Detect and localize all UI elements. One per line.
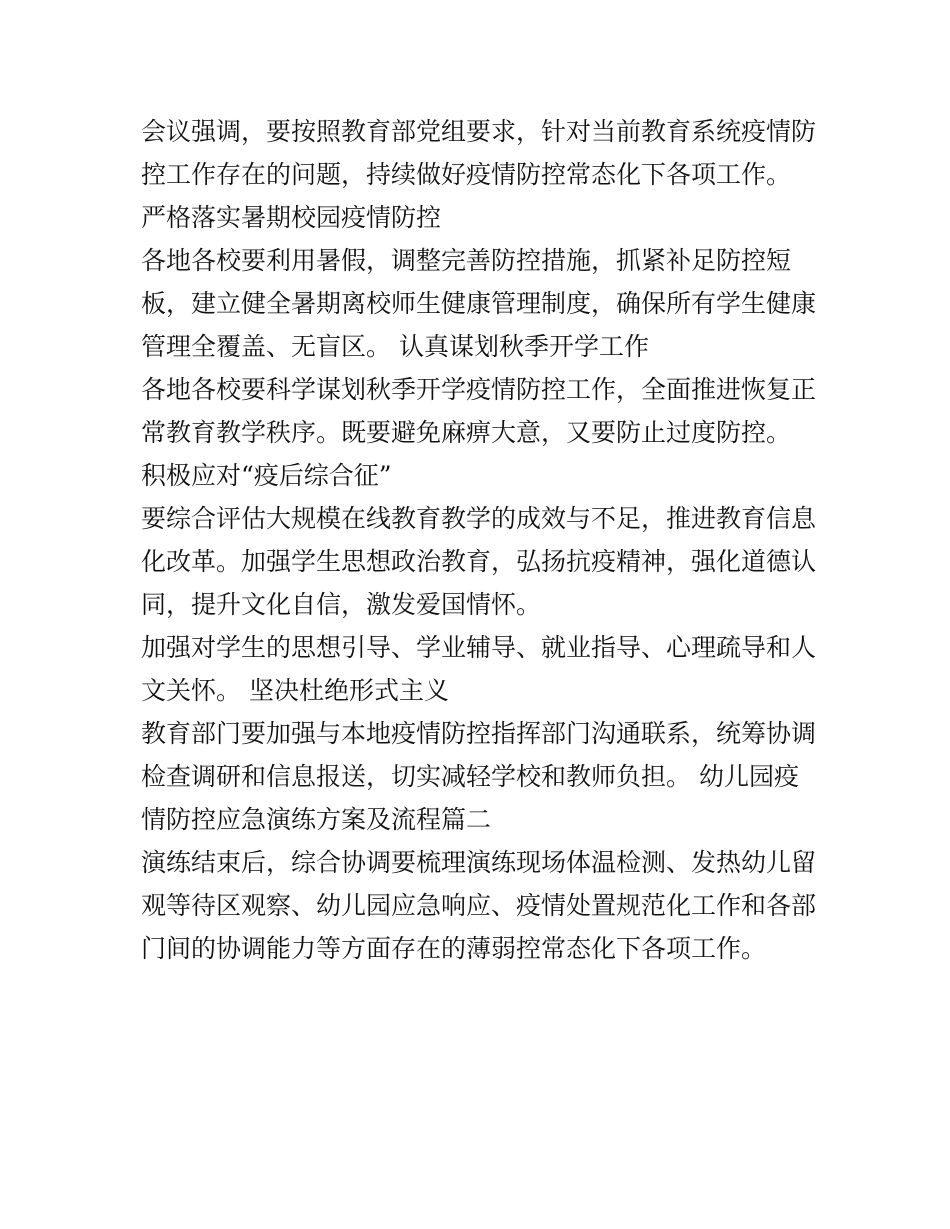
text-line: 常教育教学秩序。既要避免麻痹大意，又要防止过度防控。: [141, 418, 792, 447]
text-line: 文关怀。 坚决杜绝形式主义: [141, 676, 449, 705]
text-line: 同，提升文化自信，激发爱国情怀。: [141, 590, 542, 619]
text-line: 检查调研和信息报送，切实减轻学校和教师负担。 幼儿园疫: [141, 762, 799, 791]
text-line: 观等待区观察、幼儿园应急响应、疫情处置规范化工作和各部: [141, 891, 817, 920]
text-line: 化改革。加强学生思想政治教育，弘扬抗疫精神，强化道德认: [141, 547, 817, 576]
text-line: 门间的协调能力等方面存在的薄弱控常态化下各项工作。: [141, 934, 767, 963]
document-body: [141, 110, 821, 970]
text-line: 各地各校要科学谋划秋季开学疫情防控工作，全面推进恢复正: [141, 375, 817, 404]
text-line: 板，建立健全暑期离校师生健康管理制度，确保所有学生健康: [141, 289, 817, 318]
text-line: 要综合评估大规模在线教育教学的成效与不足，推进教育信息: [141, 504, 817, 533]
text-line: 加强对学生的思想引导、学业辅导、就业指导、心理疏导和人: [141, 633, 817, 662]
section-heading: 积极应对“疫后综合征”: [141, 461, 392, 490]
text-line: 教育部门要加强与本地疫情防控指挥部门沟通联系，统筹协调: [141, 719, 817, 748]
text-line: 演练结束后，综合协调要梳理演练现场体温检测、发热幼儿留: [141, 848, 817, 877]
text-line: 各地各校要利用暑假，调整完善防控措施，抓紧补足防控短: [141, 246, 792, 275]
text-line: 情防控应急演练方案及流程篇二: [141, 805, 492, 834]
text-line: 会议强调，要按照教育部党组要求，针对当前教育系统疫情防: [141, 117, 817, 146]
text-line: 管理全覆盖、无盲区。 认真谋划秋季开学工作: [141, 332, 649, 361]
text-line: 控工作存在的问题，持续做好疫情防控常态化下各项工作。: [141, 160, 792, 189]
section-heading: 严格落实暑期校园疫情防控: [141, 203, 442, 232]
